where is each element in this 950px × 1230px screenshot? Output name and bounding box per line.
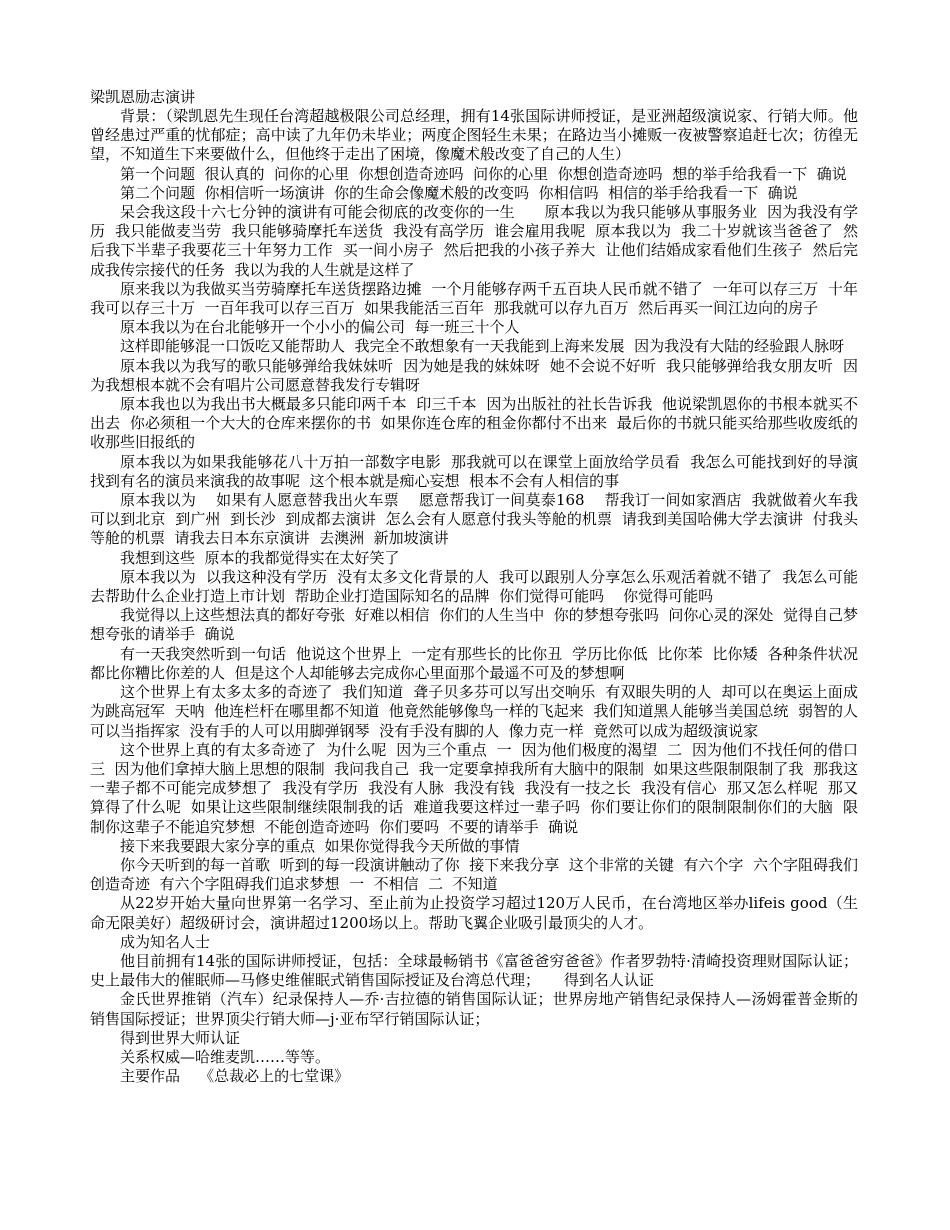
paragraph: 得到世界大师认证 (120, 1028, 241, 1047)
paragraph: 你今天听到的每一首歌 听到的每一段演讲触动了你 接下来我分享 这个非常的关键 有六个字 六个字阻碍我们创造奇迹 有六个字阻碍我们追求梦想 一 不相信 二 不知道 (90, 855, 858, 894)
paragraph: 从22岁开始大量向世界第一名学习、至止前为止投资学习超过120万人民币，在台湾地区举办lifeis good（生命无限美好）超级研讨会，演讲超过1200场以上。帮助飞翼企业吸引最顶尖的人才。 (90, 894, 858, 932)
paragraph: 关系权威—哈维麦凯……等等。 (120, 1047, 331, 1066)
paragraph: 原来我以为我做买当劳骑摩托车送货摆路边摊 一个月能够存两千五百块人民币就不错了 一年可以存三万 十年我可以存三十万 一百年我可以存三百万 如果我能活三百年 那我就可以存九百万 然后再买一间江边向的房子 (90, 279, 858, 318)
paragraph: 第一个问题 很认真的 问你的心里 你想创造奇迹吗 问你的心里 你想创造奇迹吗 想的举手给我看一下 确说 (120, 164, 847, 183)
paragraph: 背景：（梁凯恩先生现任台湾超越极限公司总经理，拥有14张国际讲师授证，是亚洲超级演说家、行销大师。他曾经患过严重的忧郁症；高中读了九年仍未毕业；两度企图轻生未果；在路边当小摊贩一夜被警察追赶七次；彷徨无望，不知道生下来要做什么，但他终于走出了困境，像魔术般改变了自己的人生） (90, 107, 858, 164)
paragraph: 原本我以为我写的歌只能够弹给我妹妹听 因为她是我的妹妹呀 她不会说不好听 我只能够弹给我女朋友听 因为我想根本就不会有唱片公司愿意替我发行专辑呀 (90, 356, 858, 394)
paragraph: 原本我以为 如果有人愿意替我出火车票 愿意帮我订一间莫泰168 帮我订一间如家酒店 我就做着火车我可以到北京 到广州 到长沙 到成都去演讲 怎么会有人愿意付我头等舱的机票 请我到美国哈佛大学去演讲 付我头等舱的机票 请我去日本东京演讲 去澳洲 新加坡演讲 (90, 491, 858, 548)
document-page (90, 88, 868, 1086)
paragraph: 我想到这些 原本的我都觉得实在太好笑了 (120, 548, 400, 567)
paragraph: 成为知名人士 (120, 932, 211, 951)
document-body (90, 107, 868, 1086)
paragraph: 接下来我要跟大家分享的重点 如果你觉得我今天所做的事情 (120, 836, 520, 855)
paragraph: 原本我以为 以我这种没有学历 没有太多文化背景的人 我可以跟别人分享怎么乐观活着就不错了 我怎么可能去帮助什么企业打造上市计划 帮助企业打造国际知名的品牌 你们觉得可能吗 你觉得可能吗 (90, 567, 858, 606)
paragraph: 这个世界上有太多太多的奇迹了 我们知道 聋子贝多芬可以写出交响乐 有双眼失明的人 却可以在奥运上面成为跳高冠军 天呐 他连栏杆在哪里都不知道 他竟然能够像鸟一样的飞起来 我们知道黑人能够当美国总统 弱智的人可以当指挥家 没有手的人可以用脚弹钢琴 没有手没有脚的人 像力克一样 竟然可以成为超级演说家 (90, 683, 858, 740)
document-title: 梁凯恩励志演讲 (90, 88, 196, 106)
paragraph: 金氏世界推销（汽车）纪录保持人—乔·吉拉德的销售国际认证；世界房地产销售纪录保持人—汤姆霍普金斯的销售国际授证；世界顶尖行销大师—j·亚布罕行销国际认证； (90, 990, 858, 1028)
paragraph: 呆会我这段十六七分钟的演讲有可能会彻底的改变你的一生 原本我以为我只能够从事服务业 因为我没有学历 我只能做麦当劳 我只能够骑摩托车送货 我没有高学历 谁会雇用我呢 原本我以为 我二十岁就该当爸爸了 然后我下半辈子我要花三十年努力工作 买一间小房子 然后把我的小孩子养大 让他们结婚成家看他们生孩子 然后完成我传宗接代的任务 我以为我的人生就是这样了 (90, 203, 858, 279)
paragraph: 我觉得以上这些想法真的都好夸张 好难以相信 你们的人生当中 你的梦想夸张吗 问你心灵的深处 觉得自己梦想夸张的请举手 确说 (90, 606, 858, 644)
paragraph: 原本我以为在台北能够开一个小小的偏公司 每一班三十个人 (120, 318, 520, 337)
paragraph: 原本我以为如果我能够花八十万拍一部数字电影 那我就可以在课堂上面放给学员看 我怎么可能找到好的导演 找到有名的演员来演我的故事呢 这个根本就是痴心妄想 根本不会有人相信的事 (90, 452, 868, 490)
paragraph: 这样即能够混一口饭吃又能帮助人 我完全不敢想象有一天我能到上海来发展 因为我没有大陆的经验跟人脉呀 (120, 337, 845, 356)
paragraph: 这个世界上真的有太多奇迹了 为什么呢 因为三个重点 一 因为他们极度的渴望 二 因为他们不找任何的借口 三 因为他们拿掉大脑上思想的限制 我问我自己 我一定要拿掉我所有大脑中的限制 如果这些限制限制了我 那我这一辈子都不可能完成梦想了 我没有学历 我没有人脉 我没有钱 我没有一技之长 我没有信心 那又怎么样呢 那又算得了什么呢 如果让这些限制继续限制我的话 难道我要这样过一辈子吗 你们要让你们的限制限制你们的大脑 限制你这辈子不能追究梦想 不能创造奇迹吗 你们要吗 不要的请举手 确说 (90, 740, 868, 836)
paragraph: 他目前拥有14张的国际讲师授证，包括：全球最畅销书《富爸爸穷爸爸》作者罗勃特·清崎投资理财国际认证；史上最伟大的催眠师—马修史维催眠式销售国际授证及台湾总代理； 得到名人认证 (90, 951, 858, 990)
paragraph: 第二个问题 你相信听一场演讲 你的生命会像魔术般的改变吗 你相信吗 相信的举手给我看一下 确说 (120, 183, 798, 202)
paragraph: 有一天我突然听到一句话 他说这个世界上 一定有那些长的比你丑 学历比你低 比你苯 比你矮 各种条件状况都比你糟比你差的人 但是这个人却能够去完成你心里面那个最遥不可及的梦想啊 (90, 644, 858, 682)
paragraph: 主要作品 《总裁必上的七堂课》 (120, 1067, 350, 1086)
paragraph: 原本我也以为我出书大概最多只能印两千本 印三千本 因为出版社的社长告诉我 他说梁凯恩你的书根本就买不出去 你必须租一个大大的仓库来摆你的书 如果你连仓库的租金你都付不出来 最后你的书就只能买给那些收废纸的 收那些旧报纸的 (90, 395, 868, 452)
